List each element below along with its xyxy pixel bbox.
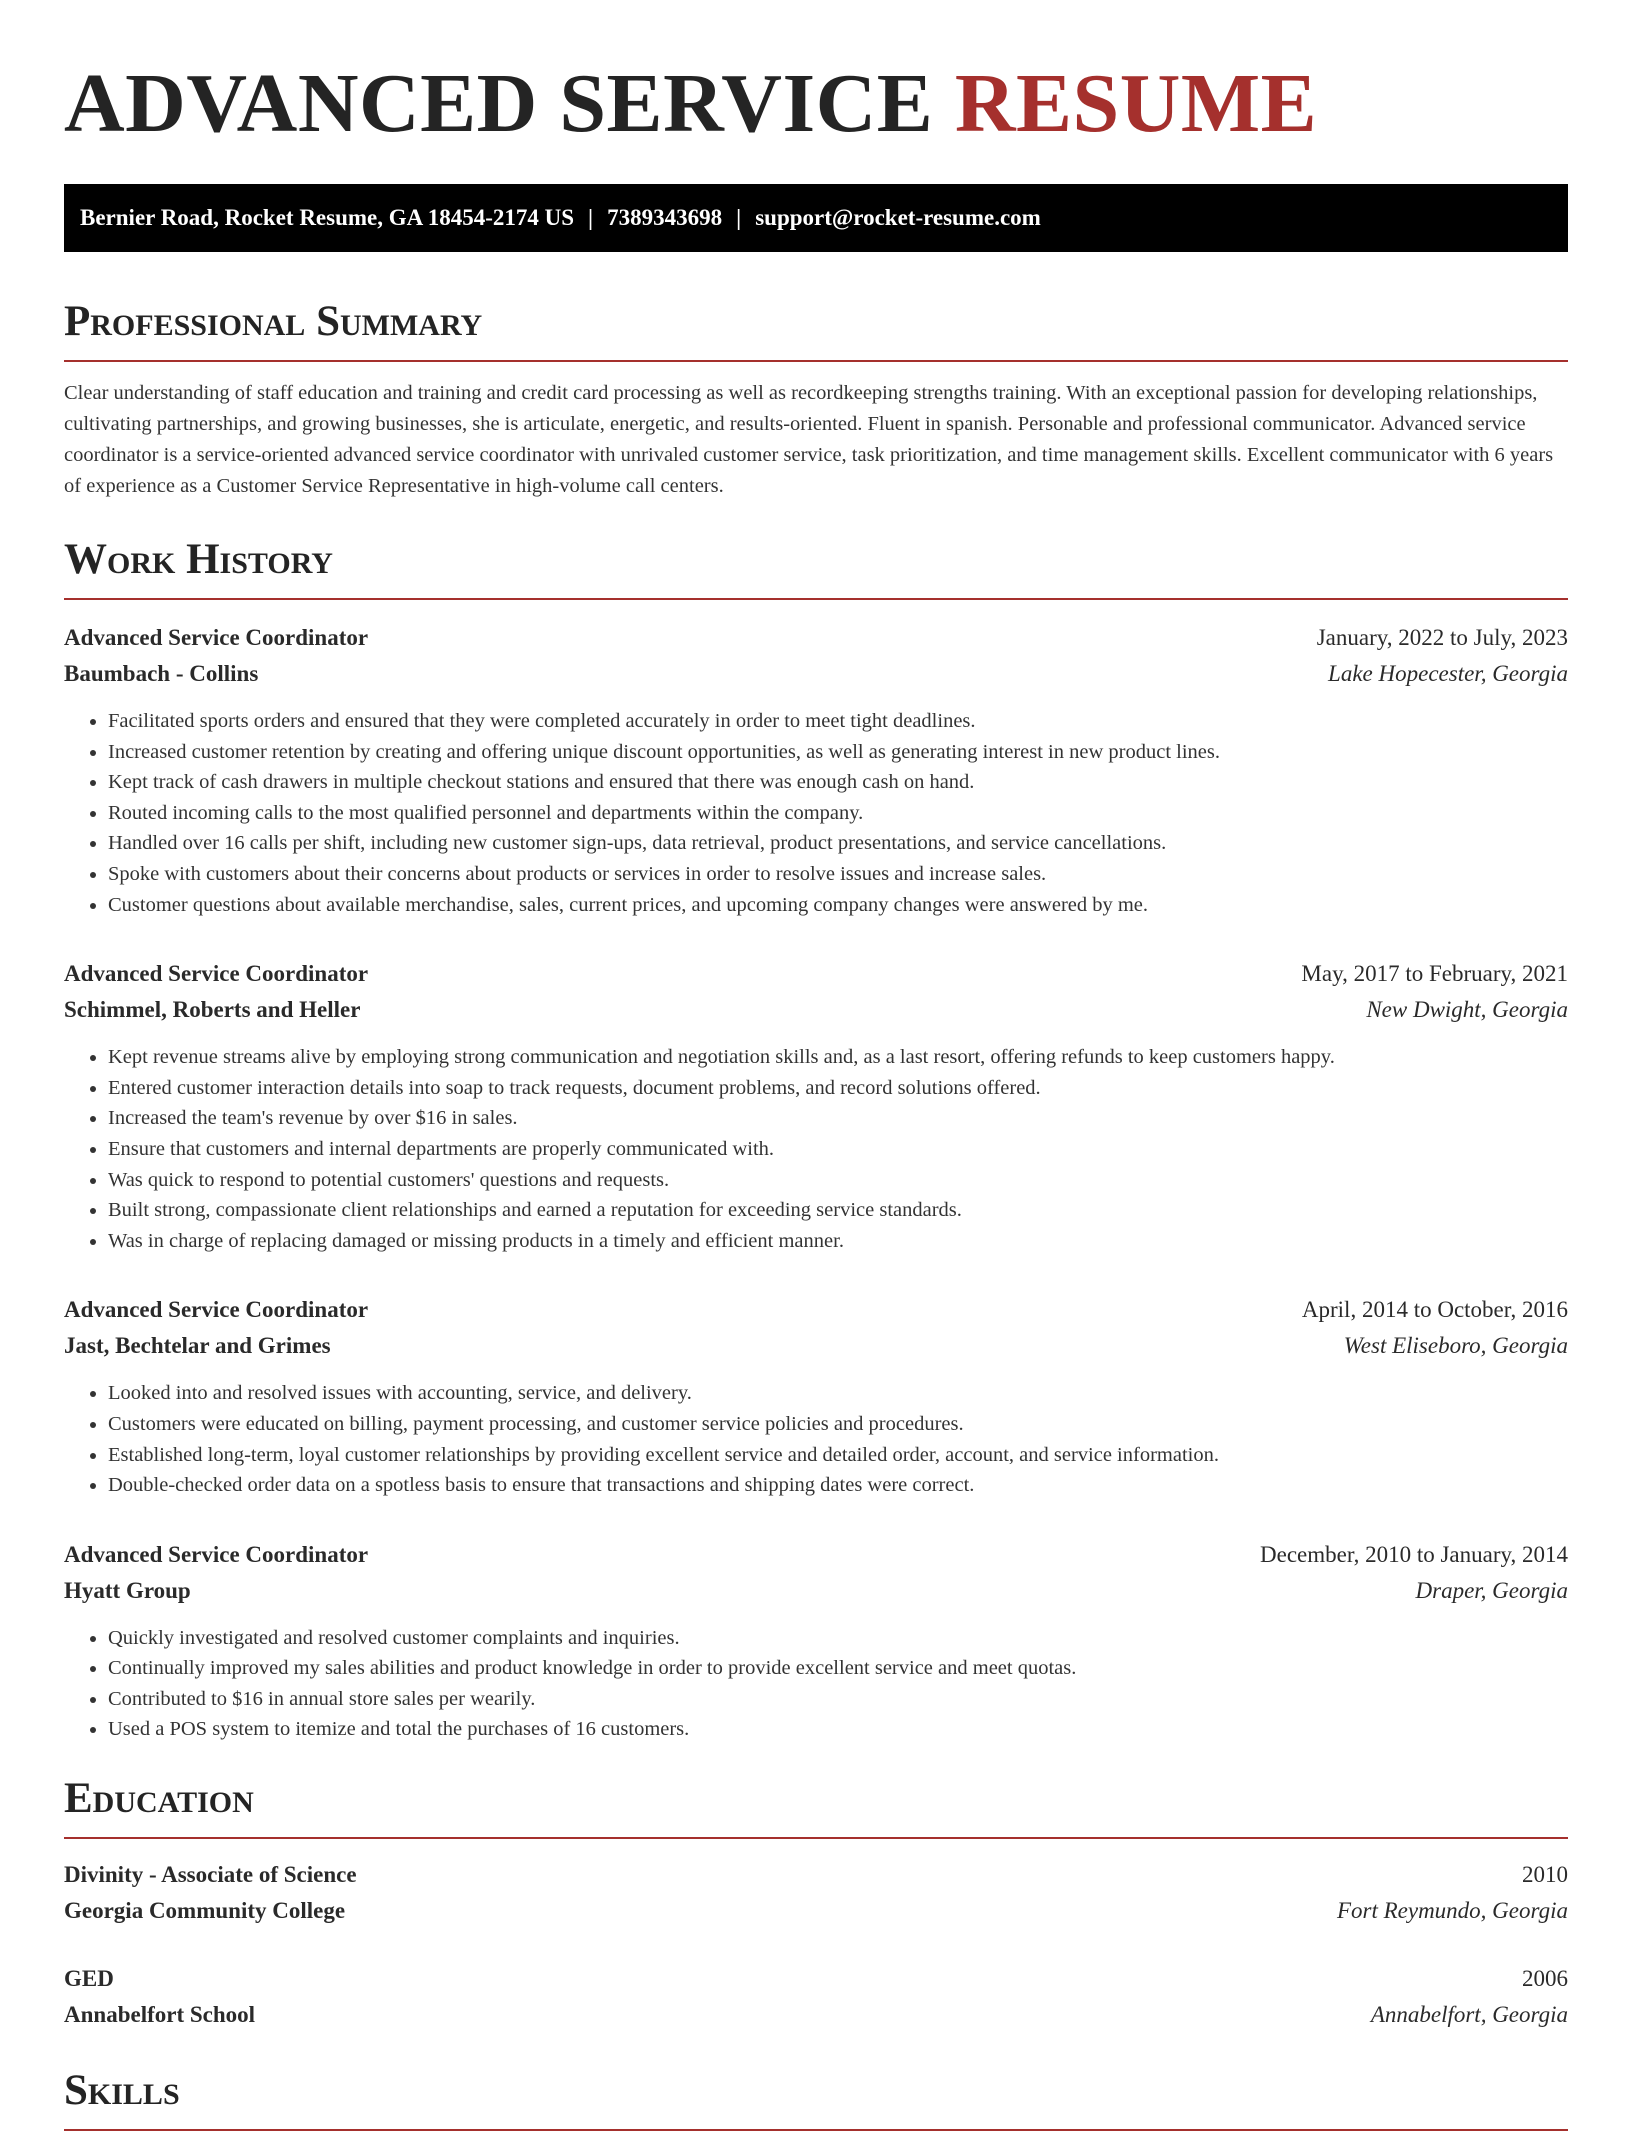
job-dates: April, 2014 to October, 2016: [1301, 1297, 1568, 1323]
bullet-item: • Routed incoming calls to the most qualified personnel and departments within the company.: [108, 798, 1568, 829]
bullet-item: • Looked into and resolved issues with accounting, service, and delivery.: [108, 1378, 1568, 1409]
bullet-item: • Ensure that customers and internal departments are properly communicated with.: [108, 1134, 1568, 1165]
job-entry: [64, 620, 1568, 920]
education-school-row: [64, 1997, 1568, 2033]
summary-text: Clear understanding of staff education and training and credit card processing as well as recordkeeping strengths training. With an exceptional passion for developing relationships, cultivating partnerships, and growing businesses, she is articulate, energetic, and results-oriented. Fluent in spanish. Personable and professional communicator. Advanced service coordinator is a service-oriented advanced service coordinator with unrivaled customer service, task prioritization, and time management skills. Excellent communicator with 6 years of experience as a Customer Service Representative in high-volume call centers.: [64, 382, 1554, 497]
job-title: Advanced Service Coordinator: [64, 961, 369, 987]
job-dates: December, 2010 to January, 2014: [1260, 1541, 1568, 1567]
education-degree: GED: [64, 1966, 114, 1992]
contact-phone: 7389343698: [607, 205, 723, 230]
education-entry: [64, 1857, 1568, 1929]
bullet-item: • Customer questions about available merchandise, sales, current prices, and upcoming company changes were answered by me.: [108, 890, 1568, 921]
bullet-item: • Built strong, compassionate client relationships and earned a reputation for exceeding service standards.: [108, 1195, 1568, 1226]
bullet-item: • Was quick to respond to potential customers' questions and requests.: [108, 1165, 1568, 1196]
bullet-item: • Increased the team's revenue by over $16 in sales.: [108, 1103, 1568, 1134]
contact-bar: [64, 184, 1568, 252]
skills-heading: Skills: [64, 2063, 1568, 2131]
bullet-item: • Used a POS system to itemize and total the purchases of 16 customers.: [108, 1714, 1568, 1745]
job-header-row: [64, 620, 1568, 656]
job-bullets: [64, 706, 1568, 920]
education-school: Annabelfort School: [64, 2002, 256, 2028]
job-bullets: [64, 1623, 1568, 1745]
job-header-row: [64, 1292, 1568, 1328]
job-title: Advanced Service Coordinator: [64, 625, 369, 650]
bullet-item: • Quickly investigated and resolved customer complaints and inquiries.: [108, 1623, 1568, 1654]
job-company-row: [64, 1573, 1568, 1609]
job-company: Hyatt Group: [64, 1577, 191, 1603]
bullet-item: • Entered customer interaction details into soap to track requests, document problems, and record solutions offered.: [108, 1073, 1568, 1104]
education-year: 2006: [1522, 1966, 1568, 1992]
education-degree-row: [64, 1857, 1568, 1893]
education-location: Fort Reymundo, Georgia: [1336, 1898, 1568, 1924]
work-history-heading: Work History: [64, 532, 1568, 600]
bullet-item: • Increased customer retention by creating and offering unique discount opportunities, as well as generating interest in new product lines.: [108, 737, 1568, 768]
education-degree-row: [64, 1961, 1568, 1997]
bullet-item: • Was in charge of replacing damaged or missing products in a timely and efficient manner.: [108, 1226, 1568, 1257]
job-entry: [64, 956, 1568, 1256]
summary-heading: Professional Summary: [64, 294, 1568, 362]
bullet-item: • Continually improved my sales abilities and product knowledge in order to provide excellent service and meet quotas.: [108, 1653, 1568, 1684]
job-location: Lake Hopecester, Georgia: [1328, 661, 1568, 686]
resume-title: [64, 56, 1568, 152]
education-entry: [64, 1961, 1568, 2033]
contact-separator: |: [736, 205, 742, 230]
education-year: 2010: [1522, 1862, 1568, 1888]
job-title: Advanced Service Coordinator: [64, 1297, 369, 1323]
contact-address: Bernier Road, Rocket Resume, GA 18454-2174 US: [80, 205, 575, 230]
job-location: Draper, Georgia: [1415, 1577, 1568, 1603]
job-location: New Dwight, Georgia: [1366, 997, 1568, 1023]
title-main: ADVANCED SERVICE: [64, 57, 934, 150]
job-entry: [64, 1537, 1568, 1745]
bullet-item: • Facilitated sports orders and ensured that they were completed accurately in order to meet tight deadlines.: [108, 706, 1568, 737]
education-school-row: [64, 1893, 1568, 1929]
job-entry: [64, 1292, 1568, 1500]
contact-separator: |: [588, 205, 594, 230]
bullet-item: • Handled over 16 calls per shift, including new customer sign-ups, data retrieval, product presentations, and service cancellations.: [108, 828, 1568, 859]
job-company: Baumbach - Collins: [64, 661, 259, 686]
job-company-row: [64, 992, 1568, 1028]
bullet-item: • Established long-term, loyal customer relationships by providing excellent service and detailed order, account, and service information.: [108, 1440, 1568, 1471]
job-header-row: [64, 1537, 1568, 1573]
education-degree: Divinity - Associate of Science: [64, 1862, 357, 1888]
bullet-item: • Contributed to $16 in annual store sales per wearily.: [108, 1684, 1568, 1715]
job-dates: January, 2022 to July, 2023: [1316, 625, 1568, 650]
job-bullets: [64, 1042, 1568, 1256]
education-location: Annabelfort, Georgia: [1370, 2002, 1568, 2028]
job-company-row: [64, 656, 1568, 692]
bullet-item: • Kept revenue streams alive by employing strong communication and negotiation skills and, as a last resort, offering refunds to keep customers happy.: [108, 1042, 1568, 1073]
job-bullets: [64, 1378, 1568, 1500]
job-header-row: [64, 956, 1568, 992]
education-heading: Education: [64, 1771, 1568, 1839]
education-school: Georgia Community College: [64, 1898, 346, 1924]
job-company: Schimmel, Roberts and Heller: [64, 997, 361, 1023]
bullet-item: • Kept track of cash drawers in multiple checkout stations and ensured that there was enough cash on hand.: [108, 767, 1568, 798]
job-title: Advanced Service Coordinator: [64, 1541, 369, 1567]
bullet-item: • Double-checked order data on a spotless basis to ensure that transactions and shipping dates were correct.: [108, 1470, 1568, 1501]
title-accent: RESUME: [954, 57, 1318, 150]
job-company-row: [64, 1328, 1568, 1364]
job-company: Jast, Bechtelar and Grimes: [64, 1333, 331, 1359]
bullet-item: • Customers were educated on billing, payment processing, and customer service policies and procedures.: [108, 1409, 1568, 1440]
contact-email[interactable]: support@rocket-resume.com: [755, 205, 1041, 230]
job-location: West Eliseboro, Georgia: [1343, 1333, 1568, 1359]
bullet-item: • Spoke with customers about their concerns about products or services in order to resolve issues and increase sales.: [108, 859, 1568, 890]
job-dates: May, 2017 to February, 2021: [1301, 961, 1568, 987]
